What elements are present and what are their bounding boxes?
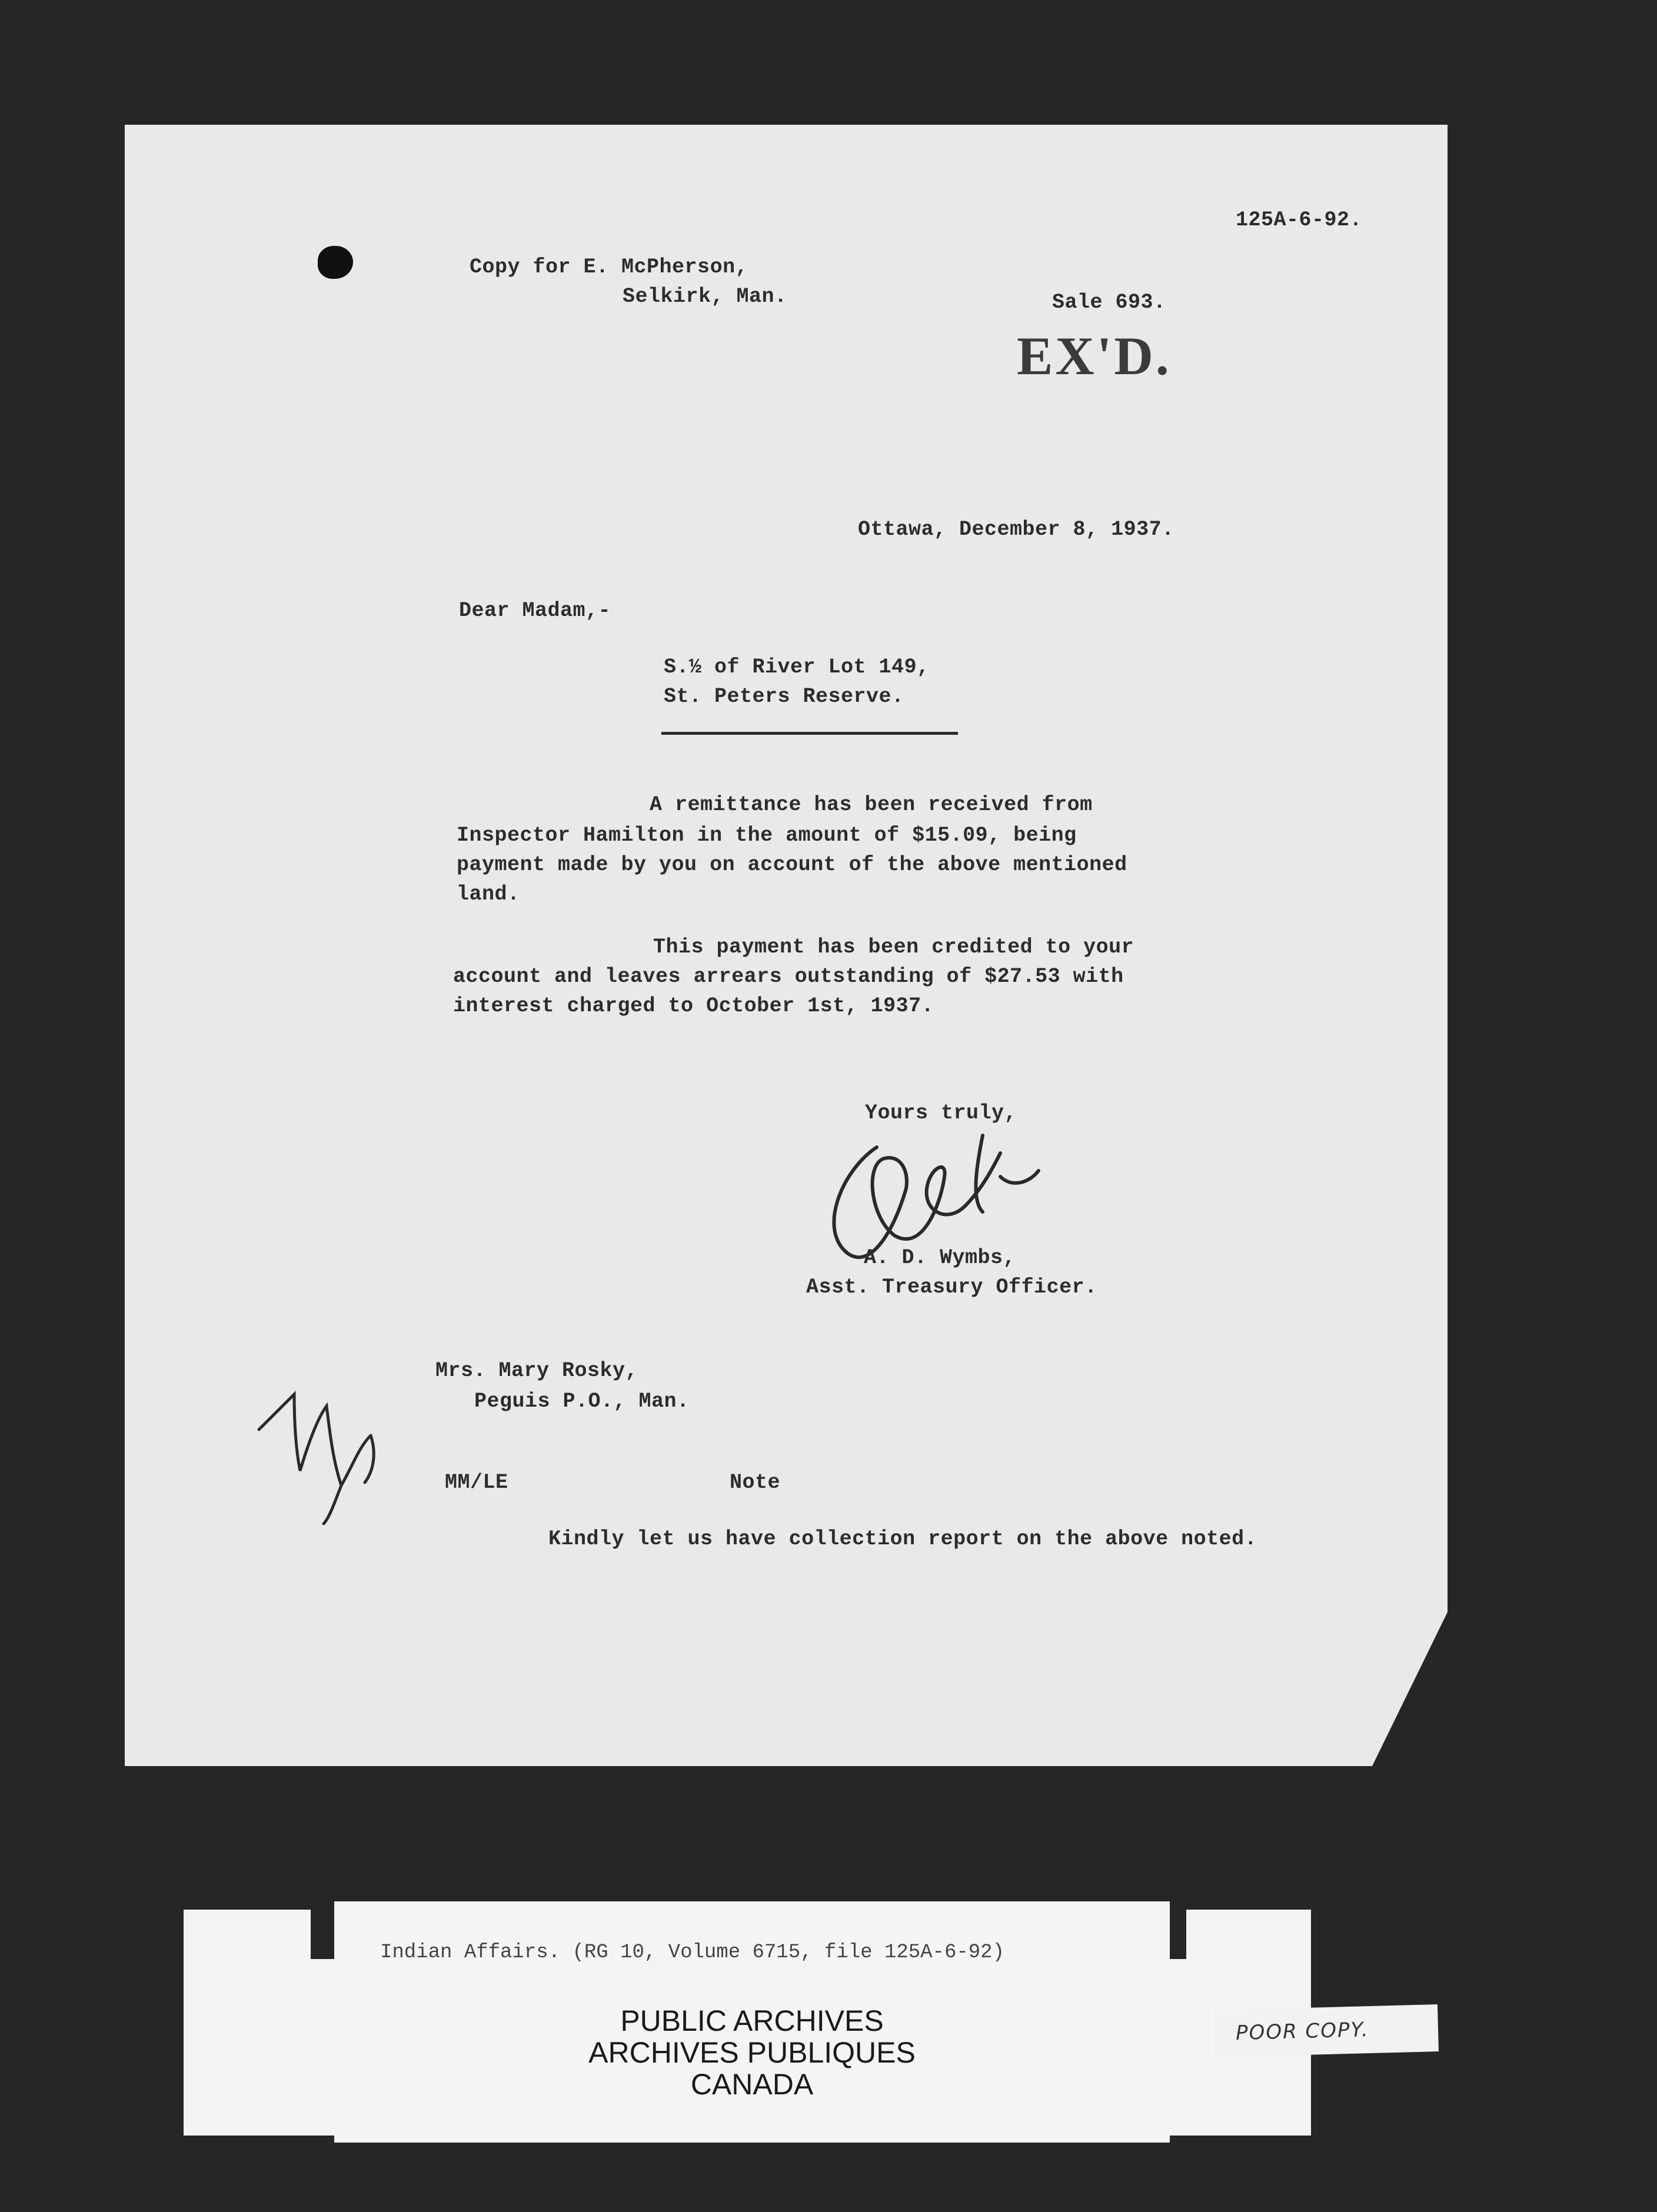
- archive-line-3: CANADA: [690, 2068, 814, 2101]
- paragraph-2-line-3: interest charged to October 1st, 1937.: [453, 994, 934, 1018]
- exd-stamp: EX'D.: [1017, 326, 1172, 386]
- copy-for-place: Selkirk, Man.: [623, 285, 787, 308]
- paragraph-2-line-2: account and leaves arrears outstanding of $27.53 with: [453, 965, 1124, 988]
- poor-copy-text: POOR COPY.: [1235, 2018, 1370, 2046]
- salutation: Dear Madam,-: [459, 599, 611, 622]
- archive-reference: Indian Affairs. (RG 10, Volume 6715, file 125A-6-92): [380, 1941, 1004, 1964]
- handwritten-initial-mark: [253, 1382, 382, 1530]
- archive-label: [334, 1901, 1170, 2143]
- signer-title: Asst. Treasury Officer.: [806, 1275, 1097, 1299]
- paragraph-1-line-1: A remittance has been received from: [650, 793, 1093, 817]
- subject-underline: [661, 732, 958, 735]
- closing: Yours truly,: [865, 1101, 1017, 1125]
- addressee-address: Peguis P.O., Man.: [474, 1390, 690, 1413]
- note-label: Note: [730, 1471, 781, 1494]
- file-reference: 125A-6-92.: [1236, 208, 1363, 232]
- subject-line-1: S.½ of River Lot 149,: [664, 655, 930, 679]
- sale-number: Sale 693.: [1052, 291, 1166, 314]
- paragraph-1-line-3: payment made by you on account of the above mentioned: [457, 853, 1127, 877]
- paragraph-2-line-1: This payment has been credited to your: [653, 935, 1134, 959]
- paragraph-1-line-2: Inspector Hamilton in the amount of $15.09, being: [457, 824, 1077, 847]
- place-date: Ottawa, December 8, 1937.: [858, 518, 1174, 541]
- archive-line-2: ARCHIVES PUBLIQUES: [588, 2036, 916, 2069]
- archive-line-1: PUBLIC ARCHIVES: [620, 2004, 884, 2037]
- archive-title-block: [334, 2005, 1170, 2100]
- copy-for-name: Copy for E. McPherson,: [470, 255, 748, 279]
- signer-name: A. D. Wymbs,: [864, 1246, 1016, 1270]
- subject-line-2: St. Peters Reserve.: [664, 685, 904, 708]
- paragraph-1-line-4: land.: [457, 882, 520, 906]
- note-text: Kindly let us have collection report on the above noted.: [548, 1527, 1257, 1551]
- poor-copy-note: [1214, 2004, 1439, 2057]
- typist-initials: MM/LE: [445, 1471, 508, 1494]
- addressee-name: Mrs. Mary Rosky,: [435, 1359, 638, 1382]
